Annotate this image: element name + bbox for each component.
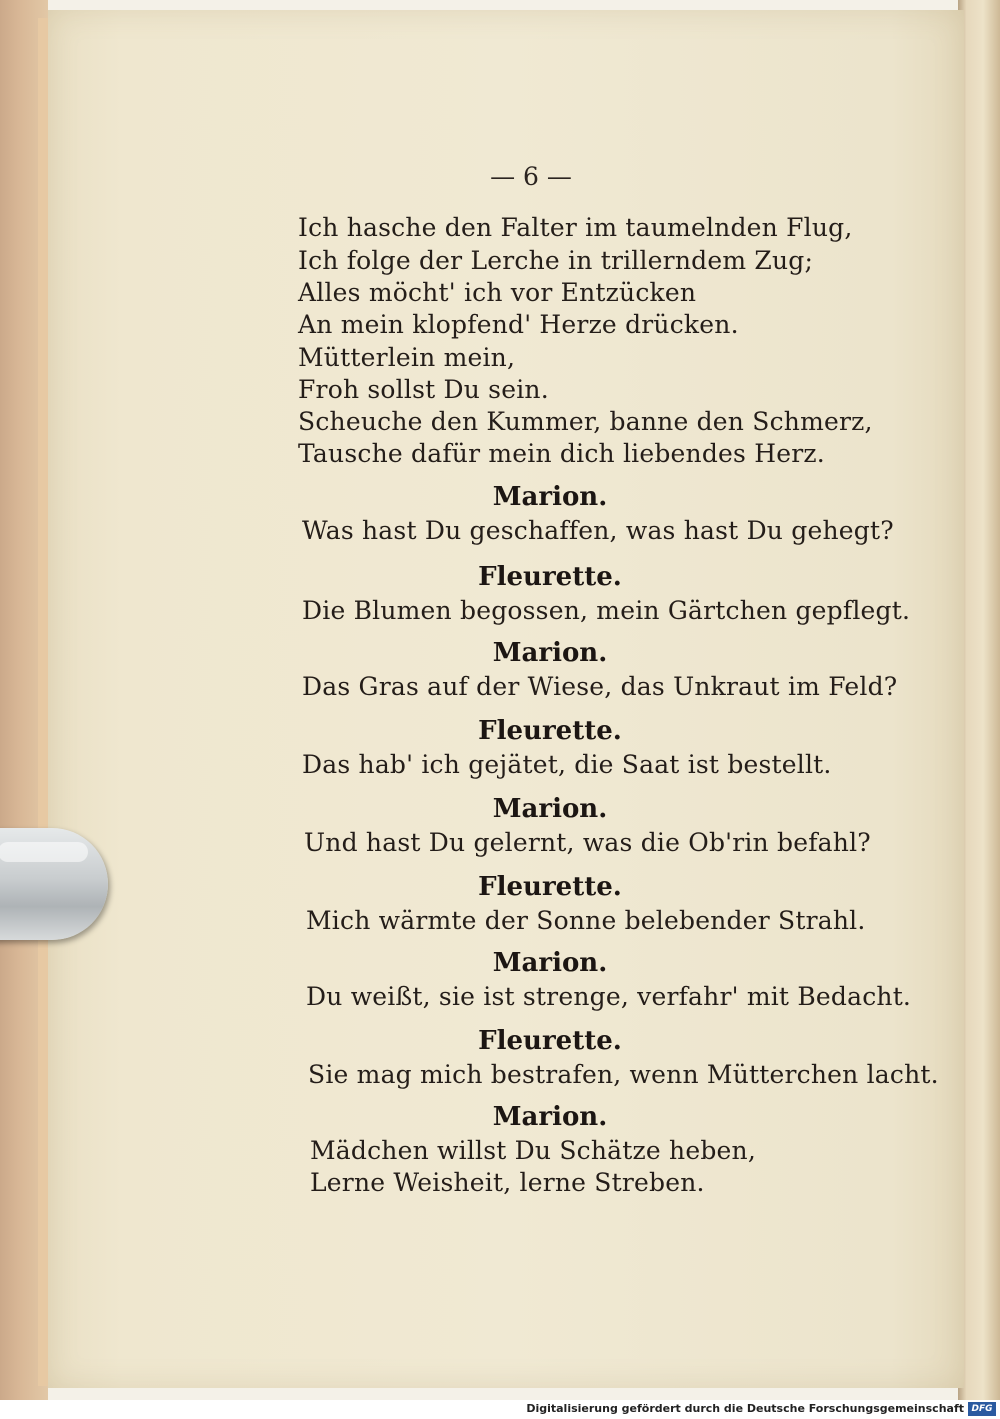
page-number: — 6 — — [490, 162, 572, 191]
verse-line: An mein klopfend' Herze drücken. — [298, 310, 739, 339]
verse-line: Alles möcht' ich vor Entzücken — [298, 278, 697, 307]
verse-line: Ich folge der Lerche in trillerndem Zug; — [298, 246, 814, 275]
page-text — [48, 10, 964, 1388]
speaker-name: Fleurette. — [478, 716, 622, 746]
verse-line: Mütterlein mein, — [298, 343, 516, 372]
dialogue-line: Lerne Weisheit, lerne Streben. — [310, 1168, 705, 1197]
speaker-name: Marion. — [492, 482, 608, 512]
footer-bar — [0, 1400, 1000, 1419]
verse-line: Ich hasche den Falter im taumelnden Flug, — [298, 213, 853, 242]
dialogue-line: Du weißt, sie ist strenge, verfahr' mit Bedacht. — [306, 982, 912, 1011]
dialogue-line: Mädchen willst Du Schätze heben, — [310, 1136, 756, 1165]
right-page-edge — [958, 0, 1000, 1400]
dialogue-line: Sie mag mich bestrafen, wenn Mütterchen lacht. — [308, 1060, 939, 1089]
speaker-name: Fleurette. — [478, 872, 622, 902]
speaker-name: Fleurette. — [478, 562, 622, 592]
dialogue-line: Das hab' ich gejätet, die Saat ist bestellt. — [302, 750, 832, 779]
footer-credit: Digitalisierung gefördert durch die Deutsche Forschungsgemeinschaft — [526, 1402, 964, 1415]
book-page — [48, 10, 964, 1388]
speaker-name: Marion. — [492, 1102, 608, 1132]
dialogue-line: Was hast Du geschaffen, was hast Du gehegt? — [302, 516, 894, 545]
verse-line: Scheuche den Kummer, banne den Schmerz, — [298, 407, 873, 436]
page-clip — [0, 828, 108, 940]
verse-line: Froh sollst Du sein. — [298, 375, 549, 404]
speaker-name: Fleurette. — [478, 1026, 622, 1056]
dfg-logo-icon: DFG — [968, 1402, 996, 1416]
speaker-name: Marion. — [492, 948, 608, 978]
dialogue-line: Und hast Du gelernt, was die Ob'rin befahl? — [304, 828, 871, 857]
speaker-name: Marion. — [492, 794, 608, 824]
verse-line: Tausche dafür mein dich liebendes Herz. — [298, 439, 825, 468]
dialogue-line: Die Blumen begossen, mein Gärtchen gepflegt. — [302, 596, 911, 625]
dialogue-line: Das Gras auf der Wiese, das Unkraut im Feld? — [302, 672, 898, 701]
dialogue-line: Mich wärmte der Sonne belebender Strahl. — [306, 906, 866, 935]
speaker-name: Marion. — [492, 638, 608, 668]
